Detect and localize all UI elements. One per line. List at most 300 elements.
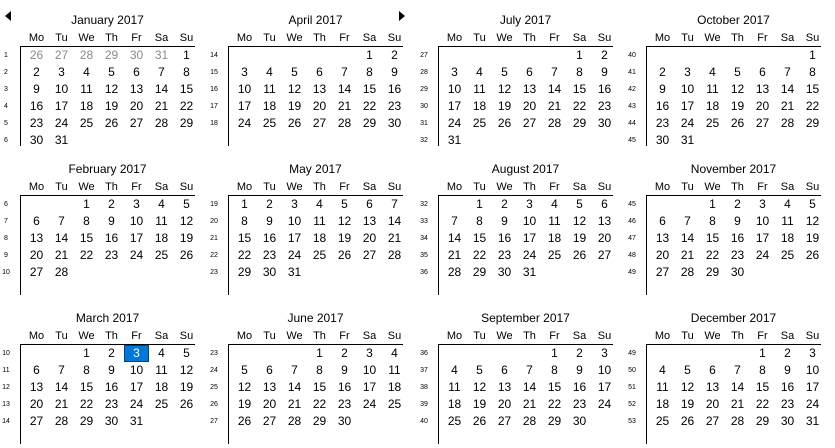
day-cell[interactable]: 19	[472, 397, 487, 411]
day-cell[interactable]: 12	[337, 214, 352, 228]
day-cell[interactable]: 21	[522, 397, 537, 411]
month-title[interactable]: March 2017	[75, 311, 140, 325]
day-cell[interactable]: 13	[705, 380, 720, 394]
day-cell[interactable]: 24	[755, 248, 770, 262]
day-cell[interactable]: 21	[154, 99, 169, 113]
day-cell[interactable]: 12	[287, 82, 302, 96]
day-cell[interactable]: 24	[54, 116, 69, 130]
day-cell[interactable]: 17	[129, 380, 144, 394]
day-cell[interactable]: 19	[179, 231, 194, 245]
day-cell[interactable]: 29	[805, 116, 820, 130]
day-cell[interactable]: 2	[266, 197, 273, 211]
day-cell[interactable]: 4	[476, 65, 483, 79]
day-cell[interactable]: 22	[179, 99, 194, 113]
day-cell[interactable]: 6	[33, 363, 40, 377]
day-cell[interactable]: 20	[29, 248, 44, 262]
day-cell[interactable]: 13	[129, 82, 144, 96]
day-cell[interactable]: 8	[316, 363, 323, 377]
day-cell[interactable]: 15	[755, 380, 770, 394]
day-cell[interactable]: 19	[497, 99, 512, 113]
day-cell[interactable]: 22	[472, 248, 487, 262]
day-cell[interactable]: 22	[312, 397, 327, 411]
day-cell[interactable]: 27	[705, 414, 720, 428]
day-cell[interactable]: 8	[759, 363, 766, 377]
day-cell[interactable]: 26	[730, 116, 745, 130]
day-cell[interactable]: 22	[755, 397, 770, 411]
day-cell[interactable]: 9	[266, 214, 273, 228]
day-cell[interactable]: 15	[362, 82, 377, 96]
day-cell[interactable]: 23	[387, 99, 402, 113]
day-cell[interactable]: 31	[522, 265, 537, 279]
day-cell[interactable]: 12	[104, 82, 119, 96]
day-cell[interactable]: 25	[387, 397, 402, 411]
day-cell[interactable]: 16	[262, 231, 277, 245]
month-title[interactable]: September 2017	[481, 311, 570, 325]
day-cell[interactable]: 1	[551, 346, 558, 360]
day-cell[interactable]: 11	[263, 82, 276, 96]
day-cell[interactable]: 20	[755, 99, 770, 113]
day-cell[interactable]: 4	[158, 197, 165, 211]
day-cell[interactable]: 24	[805, 397, 820, 411]
day-cell[interactable]: 21	[780, 99, 795, 113]
day-cell[interactable]: 25	[472, 116, 487, 130]
day-cell[interactable]: 12	[730, 82, 745, 96]
day-cell[interactable]: 2	[341, 346, 348, 360]
day-cell[interactable]: 25	[154, 397, 169, 411]
day-cell[interactable]: 30	[104, 414, 119, 428]
day-cell[interactable]: 27	[129, 116, 144, 130]
day-cell[interactable]: 14	[780, 82, 795, 96]
day-cell[interactable]: 1	[709, 197, 716, 211]
day-cell[interactable]: 29	[547, 414, 562, 428]
day-cell[interactable]: 26	[337, 248, 352, 262]
day-cell[interactable]: 9	[108, 363, 115, 377]
day-cell[interactable]: 15	[572, 82, 587, 96]
day-cell[interactable]: 1	[241, 197, 248, 211]
day-cell[interactable]: 31	[54, 133, 69, 147]
day-cell[interactable]: 4	[266, 65, 273, 79]
day-cell[interactable]: 29	[312, 414, 327, 428]
day-cell[interactable]: 12	[179, 363, 194, 377]
day-cell[interactable]: 26	[572, 248, 587, 262]
day-cell[interactable]: 26	[29, 48, 44, 62]
day-cell[interactable]: 25	[547, 248, 562, 262]
day-cell[interactable]: 15	[547, 380, 562, 394]
day-cell[interactable]: 11	[473, 82, 486, 96]
day-cell[interactable]: 11	[80, 82, 93, 96]
day-cell[interactable]: 26	[680, 414, 695, 428]
day-cell[interactable]: 3	[809, 346, 816, 360]
day-cell[interactable]: 5	[576, 197, 583, 211]
day-cell[interactable]: 28	[447, 265, 462, 279]
day-cell[interactable]: 10	[680, 82, 695, 96]
day-cell[interactable]: 30	[129, 48, 144, 62]
day-cell[interactable]: 20	[262, 397, 277, 411]
day-cell[interactable]: 5	[241, 363, 248, 377]
day-cell[interactable]: 27	[262, 414, 277, 428]
day-cell[interactable]: 31	[287, 265, 302, 279]
day-cell[interactable]: 24	[129, 248, 144, 262]
day-cell[interactable]: 1	[316, 346, 323, 360]
day-cell[interactable]: 13	[362, 214, 377, 228]
day-cell[interactable]: 21	[337, 99, 352, 113]
day-cell[interactable]: 6	[266, 363, 273, 377]
day-cell[interactable]: 1	[759, 346, 766, 360]
day-cell[interactable]: 9	[501, 214, 508, 228]
day-cell[interactable]: 31	[805, 414, 820, 428]
day-cell[interactable]: 22	[362, 99, 377, 113]
day-cell[interactable]: 5	[183, 346, 190, 360]
day-cell[interactable]: 14	[154, 82, 169, 96]
day-cell[interactable]: 5	[809, 197, 816, 211]
day-cell[interactable]: 23	[497, 248, 512, 262]
day-cell[interactable]: 4	[83, 65, 90, 79]
day-cell[interactable]: 23	[780, 397, 795, 411]
day-cell[interactable]: 26	[287, 116, 302, 130]
day-cell[interactable]: 6	[601, 197, 608, 211]
day-cell[interactable]: 17	[805, 380, 820, 394]
day-cell[interactable]: 5	[734, 65, 741, 79]
day-cell[interactable]: 29	[755, 414, 770, 428]
day-cell[interactable]: 4	[784, 197, 791, 211]
day-cell[interactable]: 6	[759, 65, 766, 79]
day-cell[interactable]: 22	[79, 248, 94, 262]
day-cell[interactable]: 22	[572, 99, 587, 113]
day-cell[interactable]: 12	[179, 214, 194, 228]
day-cell[interactable]: 27	[655, 265, 670, 279]
day-cell[interactable]: 31	[680, 133, 695, 147]
day-cell[interactable]: 28	[780, 116, 795, 130]
day-cell[interactable]: 19	[337, 231, 352, 245]
day-cell[interactable]: 9	[391, 65, 398, 79]
day-cell[interactable]: 27	[522, 116, 537, 130]
day-cell[interactable]: 27	[54, 48, 69, 62]
day-cell[interactable]: 5	[291, 65, 298, 79]
day-cell[interactable]: 4	[391, 346, 398, 360]
day-cell[interactable]: 17	[597, 380, 612, 394]
day-cell[interactable]: 10	[755, 214, 770, 228]
day-cell[interactable]: 26	[104, 116, 119, 130]
day-cell[interactable]: 22	[705, 248, 720, 262]
day-cell[interactable]: 4	[659, 363, 666, 377]
day-cell[interactable]: 11	[448, 380, 461, 394]
day-cell[interactable]: 2	[601, 48, 608, 62]
day-cell[interactable]: 15	[705, 231, 720, 245]
day-cell[interactable]: 25	[79, 116, 94, 130]
day-cell[interactable]: 24	[237, 116, 252, 130]
day-cell[interactable]: 6	[526, 65, 533, 79]
day-cell[interactable]: 10	[805, 363, 820, 377]
day-cell[interactable]: 16	[104, 231, 119, 245]
day-cell[interactable]: 7	[291, 363, 298, 377]
day-cell[interactable]: 7	[784, 65, 791, 79]
day-cell[interactable]: 18	[780, 231, 795, 245]
day-cell[interactable]: 6	[659, 214, 666, 228]
day-cell[interactable]: 19	[237, 397, 252, 411]
day-cell[interactable]: 1	[476, 197, 483, 211]
day-cell[interactable]: 2	[108, 197, 115, 211]
month-title[interactable]: June 2017	[287, 311, 344, 325]
day-cell[interactable]: 23	[104, 248, 119, 262]
day-cell[interactable]: 31	[447, 133, 462, 147]
day-cell[interactable]: 8	[709, 214, 716, 228]
day-cell[interactable]: 25	[705, 116, 720, 130]
day-cell[interactable]: 9	[659, 82, 666, 96]
day-cell[interactable]: 27	[29, 414, 44, 428]
day-cell[interactable]: 16	[104, 380, 119, 394]
day-cell[interactable]: 12	[805, 214, 820, 228]
day-cell[interactable]: 14	[387, 214, 402, 228]
day-cell[interactable]: 29	[362, 116, 377, 130]
day-cell[interactable]: 29	[705, 265, 720, 279]
day-cell[interactable]: 19	[805, 231, 820, 245]
day-cell[interactable]: 16	[655, 99, 670, 113]
day-cell[interactable]: 30	[572, 414, 587, 428]
day-cell[interactable]: 23	[262, 248, 277, 262]
day-cell[interactable]: 26	[805, 248, 820, 262]
day-cell[interactable]: 14	[522, 380, 537, 394]
day-cell[interactable]: 13	[262, 380, 277, 394]
day-cell[interactable]: 13	[522, 82, 537, 96]
day-cell[interactable]: 4	[158, 346, 165, 360]
day-cell[interactable]: 3	[133, 197, 140, 211]
month-title[interactable]: December 2017	[690, 311, 777, 325]
day-cell[interactable]: 3	[58, 65, 65, 79]
day-cell[interactable]: 1	[809, 48, 816, 62]
day-cell[interactable]: 26	[497, 116, 512, 130]
day-cell[interactable]: 21	[730, 397, 745, 411]
day-cell[interactable]: 20	[655, 248, 670, 262]
day-cell[interactable]: 6	[366, 197, 373, 211]
day-cell[interactable]: 16	[29, 99, 44, 113]
day-cell[interactable]: 18	[655, 397, 670, 411]
day-cell[interactable]: 30	[262, 265, 277, 279]
day-cell[interactable]: 23	[29, 116, 44, 130]
day-cell[interactable]: 3	[451, 65, 458, 79]
day-cell[interactable]: 1	[83, 346, 90, 360]
day-cell[interactable]: 18	[79, 99, 94, 113]
day-cell[interactable]: 19	[179, 380, 194, 394]
day-cell[interactable]: 21	[54, 248, 69, 262]
day-cell[interactable]: 25	[780, 248, 795, 262]
day-cell[interactable]: 30	[655, 133, 670, 147]
day-cell[interactable]: 24	[287, 248, 302, 262]
day-cell[interactable]: 10	[362, 363, 377, 377]
day-cell[interactable]: 2	[108, 346, 115, 360]
day-cell[interactable]: 28	[287, 414, 302, 428]
day-cell[interactable]: 16	[497, 231, 512, 245]
day-cell[interactable]: 20	[522, 99, 537, 113]
day-cell[interactable]: 15	[79, 231, 94, 245]
day-cell[interactable]: 15	[312, 380, 327, 394]
day-cell[interactable]: 1	[83, 197, 90, 211]
day-cell[interactable]: 7	[58, 363, 65, 377]
day-cell[interactable]: 3	[684, 65, 691, 79]
day-cell[interactable]: 15	[79, 380, 94, 394]
day-cell[interactable]: 25	[312, 248, 327, 262]
day-cell[interactable]: 12	[472, 380, 487, 394]
day-cell[interactable]: 28	[79, 48, 94, 62]
day-cell[interactable]: 14	[680, 231, 695, 245]
day-cell[interactable]: 6	[33, 214, 40, 228]
day-cell[interactable]: 17	[129, 231, 144, 245]
month-title[interactable]: January 2017	[71, 13, 144, 27]
day-cell[interactable]: 27	[29, 265, 44, 279]
day-cell[interactable]: 3	[526, 197, 533, 211]
day-cell[interactable]: 20	[597, 231, 612, 245]
day-cell[interactable]: 8	[183, 65, 190, 79]
day-cell[interactable]: 13	[29, 380, 44, 394]
day-cell[interactable]: 28	[522, 414, 537, 428]
day-cell[interactable]: 28	[547, 116, 562, 130]
day-cell[interactable]: 13	[755, 82, 770, 96]
day-cell[interactable]: 7	[734, 363, 741, 377]
day-cell[interactable]: 5	[341, 197, 348, 211]
day-cell[interactable]: 16	[780, 380, 795, 394]
day-cell[interactable]: 1	[576, 48, 583, 62]
day-cell[interactable]: 17	[237, 99, 252, 113]
day-cell[interactable]: 24	[597, 397, 612, 411]
day-cell[interactable]: 13	[29, 231, 44, 245]
day-cell[interactable]: 14	[337, 82, 352, 96]
day-cell[interactable]: 7	[684, 214, 691, 228]
day-cell[interactable]: 9	[341, 363, 348, 377]
day-cell[interactable]: 9	[784, 363, 791, 377]
month-title[interactable]: August 2017	[491, 162, 560, 176]
day-cell[interactable]: 18	[387, 380, 402, 394]
day-cell[interactable]: 13	[497, 380, 512, 394]
day-cell[interactable]: 15	[237, 231, 252, 245]
day-cell[interactable]: 10	[287, 214, 302, 228]
day-cell[interactable]: 14	[287, 380, 302, 394]
day-cell[interactable]: 23	[597, 99, 612, 113]
day-cell[interactable]: 28	[730, 414, 745, 428]
day-cell[interactable]: 2	[501, 197, 508, 211]
month-title[interactable]: November 2017	[690, 162, 777, 176]
day-cell[interactable]: 24	[447, 116, 462, 130]
day-cell[interactable]: 13	[312, 82, 327, 96]
day-cell[interactable]: 29	[237, 265, 252, 279]
day-cell[interactable]: 17	[287, 231, 302, 245]
day-cell[interactable]: 14	[54, 380, 69, 394]
day-cell[interactable]: 23	[337, 397, 352, 411]
day-cell[interactable]: 12	[497, 82, 512, 96]
day-cell[interactable]: 17	[54, 99, 69, 113]
day-cell[interactable]: 24	[129, 397, 144, 411]
month-title[interactable]: July 2017	[499, 13, 552, 27]
day-cell[interactable]: 24	[522, 248, 537, 262]
day-cell[interactable]: 30	[497, 265, 512, 279]
month-title[interactable]: April 2017	[288, 13, 343, 27]
day-cell[interactable]: 26	[179, 248, 194, 262]
day-cell[interactable]: 22	[79, 397, 94, 411]
day-cell[interactable]: 25	[655, 414, 670, 428]
day-cell[interactable]: 10	[597, 363, 612, 377]
day-cell[interactable]: 8	[241, 214, 248, 228]
day-cell[interactable]: 31	[129, 414, 144, 428]
day-cell[interactable]: 5	[476, 363, 483, 377]
day-cell[interactable]: 18	[312, 231, 327, 245]
day-cell[interactable]: 9	[33, 82, 40, 96]
day-cell[interactable]: 28	[154, 116, 169, 130]
day-cell[interactable]: 28	[54, 265, 69, 279]
day-cell[interactable]: 30	[597, 116, 612, 130]
day-cell[interactable]: 17	[522, 231, 537, 245]
day-cell[interactable]: 9	[734, 214, 741, 228]
day-cell[interactable]: 10	[129, 214, 144, 228]
day-cell[interactable]: 16	[730, 231, 745, 245]
day-cell[interactable]: 23	[655, 116, 670, 130]
day-cell[interactable]: 1	[366, 48, 373, 62]
day-cell[interactable]: 14	[54, 231, 69, 245]
day-cell[interactable]: 15	[179, 82, 194, 96]
selected-day-cell[interactable]: 3	[124, 345, 149, 362]
day-cell[interactable]: 14	[547, 82, 562, 96]
day-cell[interactable]: 10	[237, 82, 252, 96]
day-cell[interactable]: 29	[104, 48, 119, 62]
day-cell[interactable]: 11	[781, 214, 794, 228]
day-cell[interactable]: 4	[709, 65, 716, 79]
day-cell[interactable]: 21	[287, 397, 302, 411]
day-cell[interactable]: 10	[54, 82, 69, 96]
day-cell[interactable]: 6	[709, 363, 716, 377]
day-cell[interactable]: 7	[158, 65, 165, 79]
day-cell[interactable]: 17	[680, 99, 695, 113]
day-cell[interactable]: 8	[809, 65, 816, 79]
day-cell[interactable]: 11	[155, 363, 168, 377]
day-cell[interactable]: 5	[183, 197, 190, 211]
day-cell[interactable]: 15	[472, 231, 487, 245]
day-cell[interactable]: 4	[316, 197, 323, 211]
day-cell[interactable]: 4	[451, 363, 458, 377]
day-cell[interactable]: 20	[29, 397, 44, 411]
day-cell[interactable]: 18	[262, 99, 277, 113]
day-cell[interactable]: 3	[291, 197, 298, 211]
day-cell[interactable]: 18	[705, 99, 720, 113]
day-cell[interactable]: 26	[237, 414, 252, 428]
day-cell[interactable]: 16	[597, 82, 612, 96]
day-cell[interactable]: 18	[472, 99, 487, 113]
day-cell[interactable]: 15	[805, 82, 820, 96]
day-cell[interactable]: 5	[108, 65, 115, 79]
day-cell[interactable]: 27	[362, 248, 377, 262]
day-cell[interactable]: 12	[680, 380, 695, 394]
day-cell[interactable]: 16	[337, 380, 352, 394]
day-cell[interactable]: 7	[451, 214, 458, 228]
day-cell[interactable]: 23	[104, 397, 119, 411]
day-cell[interactable]: 26	[472, 414, 487, 428]
day-cell[interactable]: 21	[54, 397, 69, 411]
day-cell[interactable]: 21	[680, 248, 695, 262]
day-cell[interactable]: 16	[387, 82, 402, 96]
day-cell[interactable]: 1	[183, 48, 190, 62]
day-cell[interactable]: 7	[551, 65, 558, 79]
day-cell[interactable]: 30	[387, 116, 402, 130]
day-cell[interactable]: 2	[659, 65, 666, 79]
day-cell[interactable]: 2	[734, 197, 741, 211]
day-cell[interactable]: 8	[551, 363, 558, 377]
day-cell[interactable]: 19	[287, 99, 302, 113]
day-cell[interactable]: 29	[179, 116, 194, 130]
day-cell[interactable]: 11	[656, 380, 669, 394]
day-cell[interactable]: 27	[755, 116, 770, 130]
day-cell[interactable]: 5	[684, 363, 691, 377]
day-cell[interactable]: 9	[108, 214, 115, 228]
day-cell[interactable]: 4	[551, 197, 558, 211]
day-cell[interactable]: 14	[730, 380, 745, 394]
day-cell[interactable]: 20	[362, 231, 377, 245]
day-cell[interactable]: 25	[447, 414, 462, 428]
